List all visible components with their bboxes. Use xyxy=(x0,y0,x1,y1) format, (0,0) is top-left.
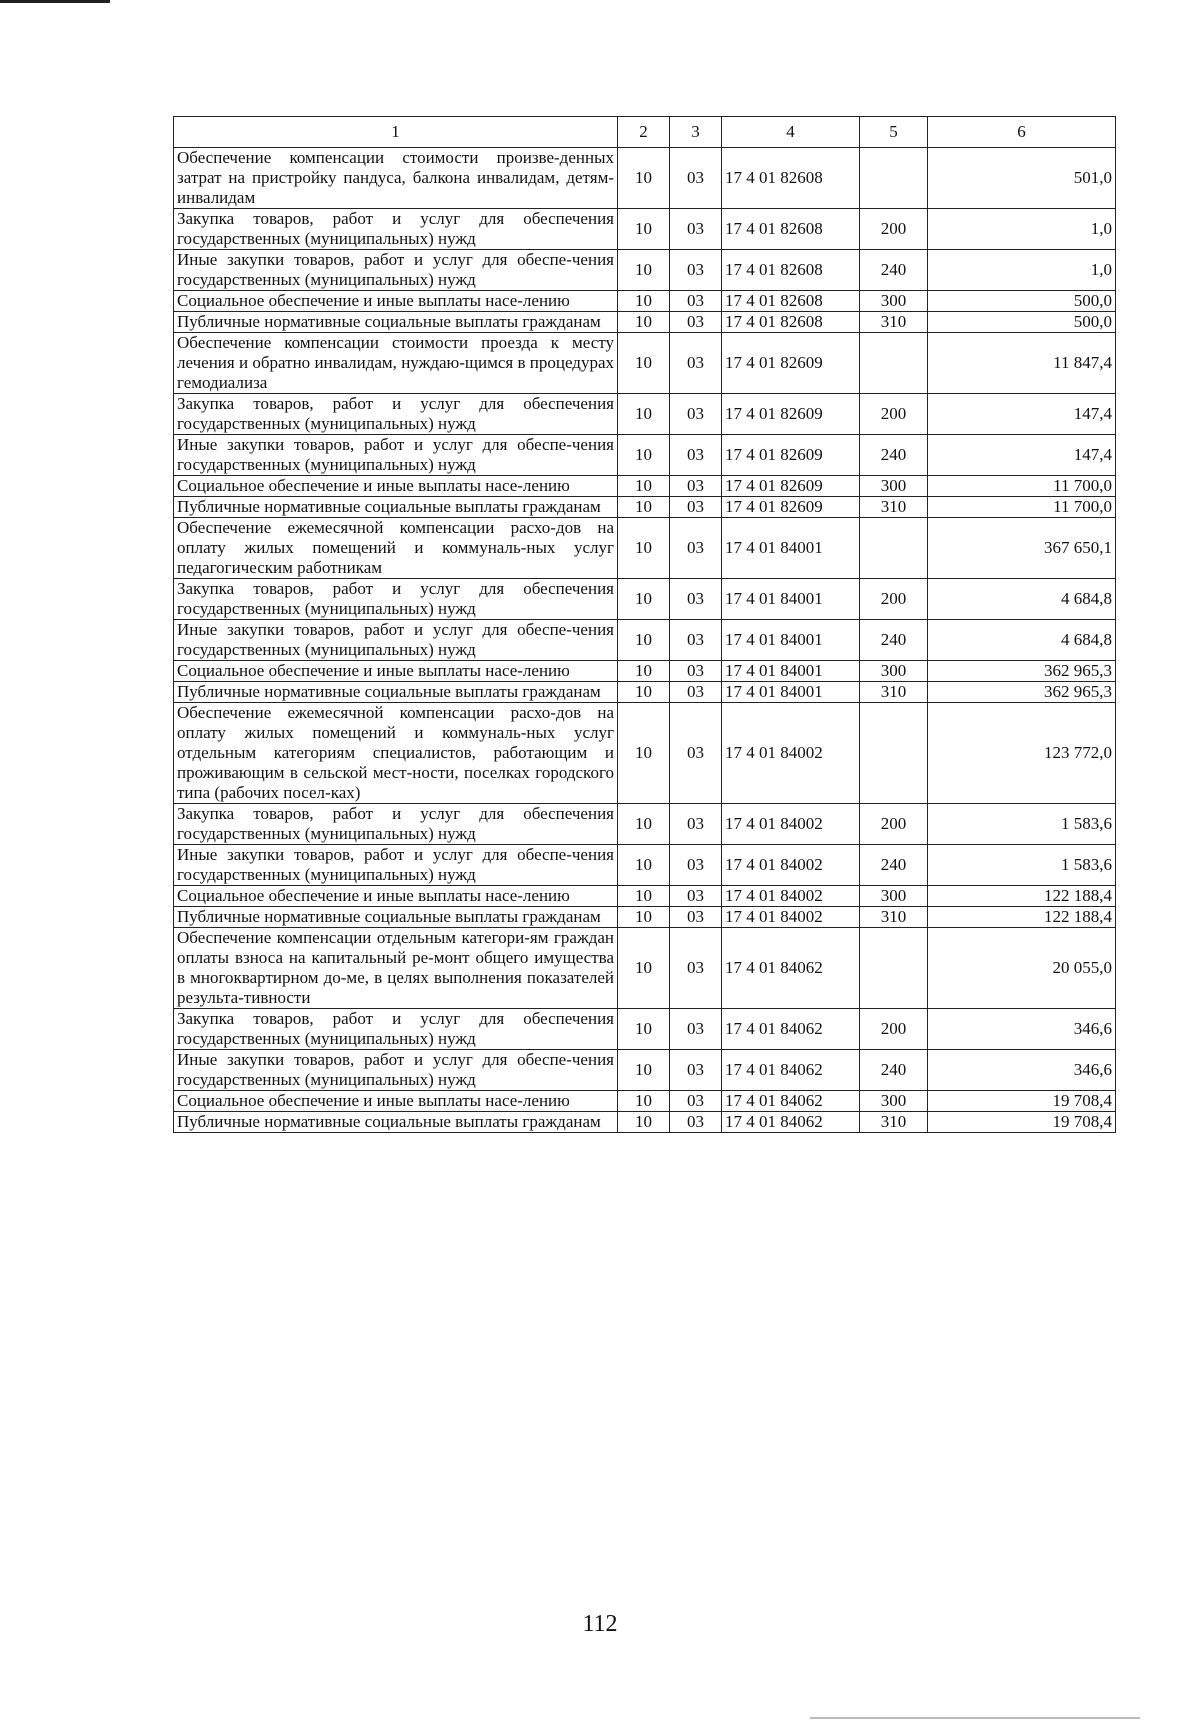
cell-section: 10 xyxy=(618,312,670,333)
table-row xyxy=(174,907,1116,928)
cell-amount: 367 650,1 xyxy=(928,518,1116,579)
cell-subsection: 03 xyxy=(670,886,722,907)
scan-edge-mark xyxy=(0,0,110,3)
table-row xyxy=(174,250,1116,291)
column-header: 3 xyxy=(670,117,722,148)
cell-amount: 20 055,0 xyxy=(928,928,1116,1009)
cell-section: 10 xyxy=(618,620,670,661)
cell-section: 10 xyxy=(618,1009,670,1050)
cell-target-article: 17 4 01 84002 xyxy=(722,804,860,845)
cell-name: Иные закупки товаров, работ и услуг для обеспе-чения государственных (муниципальных) нужд xyxy=(174,1050,618,1091)
table-row xyxy=(174,1009,1116,1050)
table-row xyxy=(174,886,1116,907)
cell-section: 10 xyxy=(618,661,670,682)
table-row xyxy=(174,497,1116,518)
cell-name: Публичные нормативные социальные выплаты гражданам xyxy=(174,497,618,518)
cell-section: 10 xyxy=(618,804,670,845)
cell-expense-type: 310 xyxy=(860,682,928,703)
cell-section: 10 xyxy=(618,148,670,209)
cell-amount: 1 583,6 xyxy=(928,845,1116,886)
cell-target-article: 17 4 01 84062 xyxy=(722,1009,860,1050)
budget-table xyxy=(173,116,1116,1133)
cell-expense-type: 200 xyxy=(860,209,928,250)
cell-expense-type: 240 xyxy=(860,620,928,661)
column-header: 2 xyxy=(618,117,670,148)
page-number: 112 xyxy=(582,1611,618,1637)
cell-amount: 500,0 xyxy=(928,312,1116,333)
table-row xyxy=(174,620,1116,661)
cell-name: Публичные нормативные социальные выплаты гражданам xyxy=(174,907,618,928)
table-body xyxy=(174,148,1116,1133)
cell-name: Иные закупки товаров, работ и услуг для обеспе-чения государственных (муниципальных) нужд xyxy=(174,845,618,886)
cell-target-article: 17 4 01 84001 xyxy=(722,579,860,620)
cell-target-article: 17 4 01 84001 xyxy=(722,518,860,579)
cell-subsection: 03 xyxy=(670,703,722,804)
cell-expense-type: 310 xyxy=(860,907,928,928)
cell-amount: 147,4 xyxy=(928,394,1116,435)
cell-name: Закупка товаров, работ и услуг для обеспечения государственных (муниципальных) нужд xyxy=(174,394,618,435)
cell-subsection: 03 xyxy=(670,845,722,886)
cell-expense-type: 200 xyxy=(860,1009,928,1050)
cell-name: Закупка товаров, работ и услуг для обеспечения государственных (муниципальных) нужд xyxy=(174,1009,618,1050)
cell-amount: 11 847,4 xyxy=(928,333,1116,394)
cell-name: Иные закупки товаров, работ и услуг для обеспе-чения государственных (муниципальных) нужд xyxy=(174,620,618,661)
cell-subsection: 03 xyxy=(670,476,722,497)
cell-amount: 19 708,4 xyxy=(928,1091,1116,1112)
cell-subsection: 03 xyxy=(670,518,722,579)
cell-subsection: 03 xyxy=(670,394,722,435)
cell-expense-type: 300 xyxy=(860,1091,928,1112)
cell-amount: 1,0 xyxy=(928,209,1116,250)
cell-name: Обеспечение ежемесячной компенсации расхо-дов на оплату жилых помещений и коммуналь-ных услуг отдельным категориям специалистов, работающим и проживающим в сельской мест-ности, поселках городского типа (рабочих посел-ках) xyxy=(174,703,618,804)
table-row xyxy=(174,928,1116,1009)
cell-section: 10 xyxy=(618,928,670,1009)
cell-expense-type: 240 xyxy=(860,250,928,291)
cell-name: Обеспечение компенсации отдельным категори-ям граждан оплаты взноса на капитальный ре-монт общего имущества в многоквартирном до-ме, в целях выполнения показателей результа-тивности xyxy=(174,928,618,1009)
cell-subsection: 03 xyxy=(670,209,722,250)
cell-target-article: 17 4 01 84062 xyxy=(722,1091,860,1112)
cell-name: Закупка товаров, работ и услуг для обеспечения государственных (муниципальных) нужд xyxy=(174,209,618,250)
cell-section: 10 xyxy=(618,682,670,703)
cell-expense-type xyxy=(860,148,928,209)
cell-section: 10 xyxy=(618,579,670,620)
column-header: 4 xyxy=(722,117,860,148)
cell-name: Обеспечение компенсации стоимости проезда к месту лечения и обратно инвалидам, нуждаю-щимся в процедурах гемодиализа xyxy=(174,333,618,394)
cell-target-article: 17 4 01 82609 xyxy=(722,394,860,435)
cell-subsection: 03 xyxy=(670,907,722,928)
cell-expense-type: 200 xyxy=(860,804,928,845)
cell-amount: 4 684,8 xyxy=(928,579,1116,620)
cell-expense-type xyxy=(860,928,928,1009)
table-row xyxy=(174,312,1116,333)
cell-target-article: 17 4 01 82608 xyxy=(722,148,860,209)
cell-target-article: 17 4 01 82608 xyxy=(722,209,860,250)
cell-expense-type: 240 xyxy=(860,1050,928,1091)
cell-expense-type xyxy=(860,333,928,394)
cell-amount: 147,4 xyxy=(928,435,1116,476)
cell-subsection: 03 xyxy=(670,435,722,476)
cell-subsection: 03 xyxy=(670,312,722,333)
cell-target-article: 17 4 01 84001 xyxy=(722,661,860,682)
cell-name: Закупка товаров, работ и услуг для обеспечения государственных (муниципальных) нужд xyxy=(174,804,618,845)
cell-section: 10 xyxy=(618,703,670,804)
table-row xyxy=(174,333,1116,394)
cell-expense-type: 240 xyxy=(860,435,928,476)
table-row xyxy=(174,703,1116,804)
cell-section: 10 xyxy=(618,435,670,476)
cell-subsection: 03 xyxy=(670,661,722,682)
table-row xyxy=(174,148,1116,209)
cell-name: Социальное обеспечение и иные выплаты насе-лению xyxy=(174,1091,618,1112)
cell-target-article: 17 4 01 84062 xyxy=(722,928,860,1009)
cell-amount: 346,6 xyxy=(928,1009,1116,1050)
cell-expense-type: 240 xyxy=(860,845,928,886)
cell-target-article: 17 4 01 82608 xyxy=(722,250,860,291)
cell-amount: 4 684,8 xyxy=(928,620,1116,661)
table-row xyxy=(174,1091,1116,1112)
scan-edge-mark xyxy=(810,1717,1140,1719)
cell-expense-type: 310 xyxy=(860,497,928,518)
table-row xyxy=(174,1050,1116,1091)
cell-subsection: 03 xyxy=(670,250,722,291)
cell-target-article: 17 4 01 84002 xyxy=(722,703,860,804)
cell-amount: 11 700,0 xyxy=(928,497,1116,518)
cell-subsection: 03 xyxy=(670,1009,722,1050)
cell-subsection: 03 xyxy=(670,291,722,312)
cell-subsection: 03 xyxy=(670,804,722,845)
cell-subsection: 03 xyxy=(670,1091,722,1112)
cell-expense-type: 300 xyxy=(860,291,928,312)
cell-expense-type: 300 xyxy=(860,476,928,497)
cell-subsection: 03 xyxy=(670,1050,722,1091)
cell-target-article: 17 4 01 84001 xyxy=(722,620,860,661)
cell-name: Закупка товаров, работ и услуг для обеспечения государственных (муниципальных) нужд xyxy=(174,579,618,620)
cell-amount: 1,0 xyxy=(928,250,1116,291)
cell-name: Обеспечение ежемесячной компенсации расхо-дов на оплату жилых помещений и коммуналь-ных услуг педагогическим работникам xyxy=(174,518,618,579)
cell-amount: 122 188,4 xyxy=(928,907,1116,928)
cell-expense-type: 310 xyxy=(860,1112,928,1133)
column-header: 1 xyxy=(174,117,618,148)
table-row xyxy=(174,682,1116,703)
cell-name: Иные закупки товаров, работ и услуг для обеспе-чения государственных (муниципальных) нужд xyxy=(174,435,618,476)
table-row xyxy=(174,291,1116,312)
cell-expense-type xyxy=(860,703,928,804)
cell-section: 10 xyxy=(618,209,670,250)
table-row xyxy=(174,1112,1116,1133)
cell-amount: 500,0 xyxy=(928,291,1116,312)
cell-expense-type: 200 xyxy=(860,579,928,620)
table-row xyxy=(174,661,1116,682)
cell-name: Публичные нормативные социальные выплаты гражданам xyxy=(174,682,618,703)
cell-amount: 11 700,0 xyxy=(928,476,1116,497)
cell-amount: 1 583,6 xyxy=(928,804,1116,845)
cell-section: 10 xyxy=(618,907,670,928)
cell-target-article: 17 4 01 82609 xyxy=(722,333,860,394)
cell-subsection: 03 xyxy=(670,620,722,661)
table-row xyxy=(174,394,1116,435)
cell-section: 10 xyxy=(618,886,670,907)
cell-name: Социальное обеспечение и иные выплаты насе-лению xyxy=(174,661,618,682)
cell-amount: 362 965,3 xyxy=(928,682,1116,703)
cell-target-article: 17 4 01 82608 xyxy=(722,291,860,312)
cell-subsection: 03 xyxy=(670,928,722,1009)
cell-target-article: 17 4 01 82609 xyxy=(722,497,860,518)
cell-name: Обеспечение компенсации стоимости произве-денных затрат на пристройку пандуса, балкона инвалидам, детям-инвалидам xyxy=(174,148,618,209)
cell-expense-type: 310 xyxy=(860,312,928,333)
table-row xyxy=(174,579,1116,620)
cell-section: 10 xyxy=(618,1112,670,1133)
cell-expense-type: 300 xyxy=(860,661,928,682)
cell-subsection: 03 xyxy=(670,682,722,703)
cell-target-article: 17 4 01 82609 xyxy=(722,476,860,497)
cell-expense-type: 200 xyxy=(860,394,928,435)
cell-name: Социальное обеспечение и иные выплаты насе-лению xyxy=(174,476,618,497)
table-row xyxy=(174,845,1116,886)
cell-subsection: 03 xyxy=(670,497,722,518)
table-row xyxy=(174,518,1116,579)
cell-expense-type xyxy=(860,518,928,579)
cell-section: 10 xyxy=(618,1091,670,1112)
cell-name: Социальное обеспечение и иные выплаты насе-лению xyxy=(174,291,618,312)
cell-amount: 346,6 xyxy=(928,1050,1116,1091)
cell-name: Социальное обеспечение и иные выплаты насе-лению xyxy=(174,886,618,907)
table-row xyxy=(174,804,1116,845)
cell-section: 10 xyxy=(618,518,670,579)
cell-name: Публичные нормативные социальные выплаты гражданам xyxy=(174,1112,618,1133)
cell-target-article: 17 4 01 84002 xyxy=(722,907,860,928)
cell-subsection: 03 xyxy=(670,148,722,209)
table-row xyxy=(174,435,1116,476)
cell-section: 10 xyxy=(618,333,670,394)
cell-section: 10 xyxy=(618,845,670,886)
cell-section: 10 xyxy=(618,497,670,518)
column-header: 5 xyxy=(860,117,928,148)
cell-amount: 122 188,4 xyxy=(928,886,1116,907)
cell-amount: 501,0 xyxy=(928,148,1116,209)
cell-target-article: 17 4 01 84062 xyxy=(722,1112,860,1133)
cell-subsection: 03 xyxy=(670,333,722,394)
column-header: 6 xyxy=(928,117,1116,148)
cell-section: 10 xyxy=(618,394,670,435)
cell-target-article: 17 4 01 82609 xyxy=(722,435,860,476)
cell-target-article: 17 4 01 84002 xyxy=(722,886,860,907)
cell-section: 10 xyxy=(618,291,670,312)
cell-amount: 123 772,0 xyxy=(928,703,1116,804)
cell-target-article: 17 4 01 84002 xyxy=(722,845,860,886)
cell-target-article: 17 4 01 84001 xyxy=(722,682,860,703)
cell-section: 10 xyxy=(618,1050,670,1091)
table-header-row xyxy=(174,117,1116,148)
cell-section: 10 xyxy=(618,476,670,497)
table-row xyxy=(174,476,1116,497)
cell-section: 10 xyxy=(618,250,670,291)
cell-target-article: 17 4 01 82608 xyxy=(722,312,860,333)
table-row xyxy=(174,209,1116,250)
cell-name: Публичные нормативные социальные выплаты гражданам xyxy=(174,312,618,333)
cell-amount: 362 965,3 xyxy=(928,661,1116,682)
cell-expense-type: 300 xyxy=(860,886,928,907)
cell-subsection: 03 xyxy=(670,579,722,620)
cell-amount: 19 708,4 xyxy=(928,1112,1116,1133)
cell-target-article: 17 4 01 84062 xyxy=(722,1050,860,1091)
cell-name: Иные закупки товаров, работ и услуг для обеспе-чения государственных (муниципальных) нужд xyxy=(174,250,618,291)
cell-subsection: 03 xyxy=(670,1112,722,1133)
